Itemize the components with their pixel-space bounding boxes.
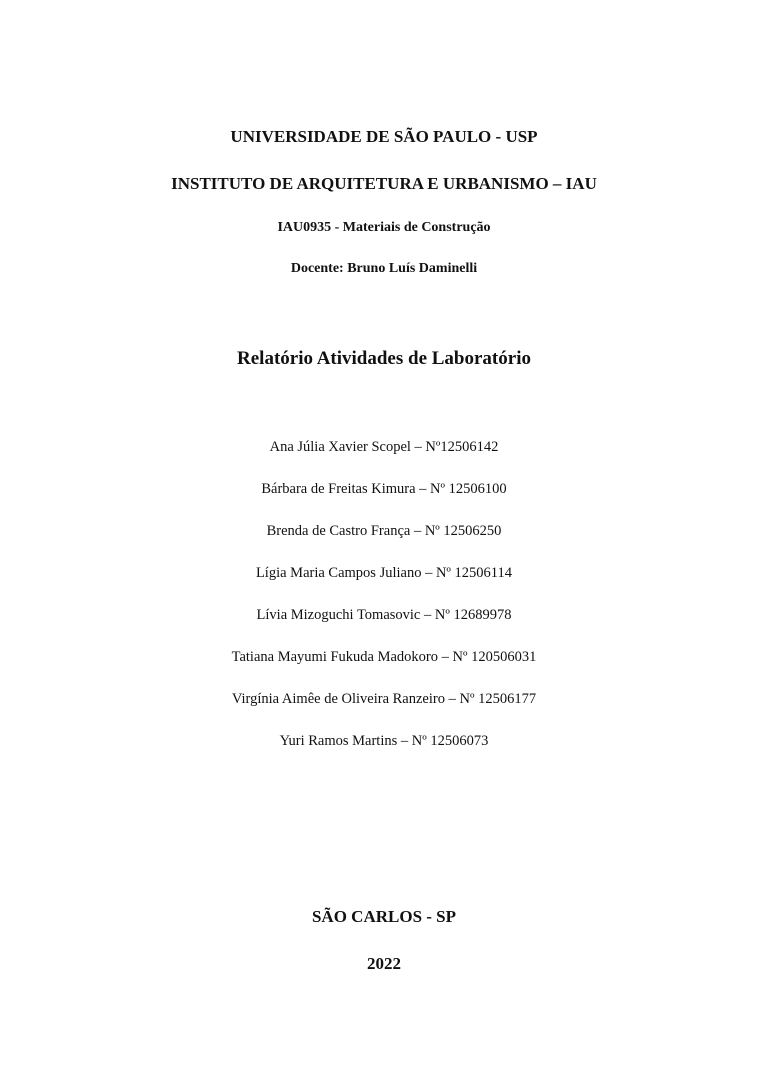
author-item: Virgínia Aimêe de Oliveira Ranzeiro – Nº 12506177 xyxy=(231,691,537,707)
report-title: Relatório Atividades de Laboratório xyxy=(237,348,531,369)
institute-name: INSTITUTO DE ARQUITETURA E URBANISMO – IAU xyxy=(171,174,597,193)
author-item: Lígia Maria Campos Juliano – Nº 12506114 xyxy=(255,565,513,581)
university-name: UNIVERSIDADE DE SÃO PAULO - USP xyxy=(230,127,538,146)
author-item: Tatiana Mayumi Fukuda Madokoro – Nº 120506031 xyxy=(231,649,537,665)
city-label: SÃO CARLOS - SP xyxy=(311,907,457,926)
author-item: Ana Júlia Xavier Scopel – Nº12506142 xyxy=(269,439,499,455)
teacher-name: Docente: Bruno Luís Daminelli xyxy=(290,261,478,276)
author-item: Lívia Mizoguchi Tomasovic – Nº 12689978 xyxy=(256,607,512,623)
course-name: IAU0935 - Materiais de Construção xyxy=(277,220,491,235)
author-item: Yuri Ramos Martins – Nº 12506073 xyxy=(279,733,489,749)
year-label: 2022 xyxy=(367,954,401,973)
author-item: Brenda de Castro França – Nº 12506250 xyxy=(266,523,502,539)
author-item: Bárbara de Freitas Kimura – Nº 12506100 xyxy=(261,481,507,497)
